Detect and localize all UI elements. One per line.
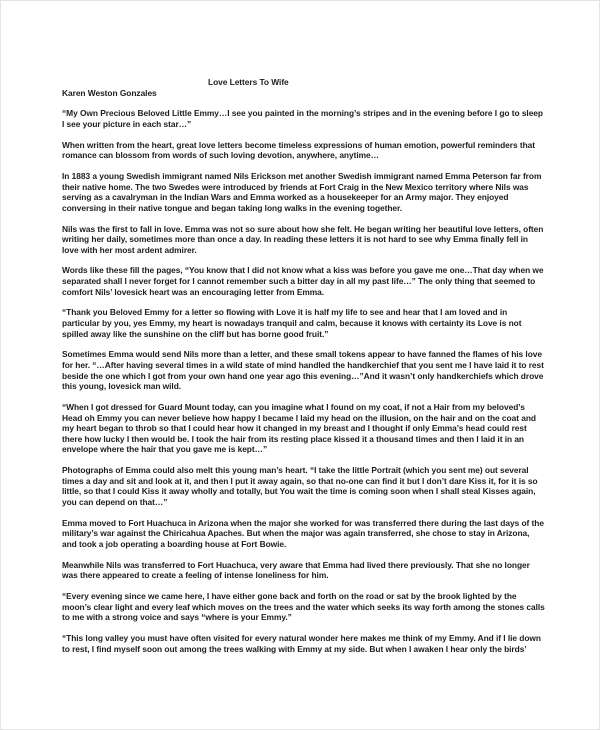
paragraph: [62, 307, 562, 339]
paragraph-line: Nils was the first to fall in love. Emma was not so sure about how she felt. He began writing her beautiful love letters, often: [62, 223, 544, 234]
paragraph-line: little, so that I could Kiss it away wholly and totally, but You wait the time is coming soon when I shall steal Kisses again,: [62, 486, 536, 497]
paragraph: [62, 224, 562, 256]
paragraph-line: to rest, I find myself soon out among the trees walking with Emmy at my side. But when I awaken I hear only the birds’: [62, 643, 527, 654]
paragraph-line: “My Own Precious Beloved Little Emmy…I see you painted in the morning’s stripes and in the evening before I go to sleep: [62, 108, 543, 119]
paragraph-line: “This long valley you must have often visited for every natural wonder here makes me think of my Emmy. And if I lie down: [62, 633, 541, 643]
paragraph-line: conversing in their native tongue and began taking long walks in the evening together.: [62, 202, 403, 213]
paragraph-line: When written from the heart, great love letters become timeless expressions of human emotion, powerful reminders that: [62, 139, 536, 150]
paragraph-line: Head oh Emmy you can never believe how happy I became I laid my head on the illusion, on the hair and on the coat and: [62, 412, 536, 423]
paragraph-line: romance can blossom from words of such loving devotion, anywhere, anytime…: [62, 150, 379, 161]
paragraph-line: particular by you, yes Emmy, my heart is nowadays tranquil and calm, because it knows with certainty its Love is not: [62, 318, 522, 329]
paragraph-line: Meanwhile Nils was transferred to Fort Huachuca, very aware that Emma had lived there previously. That she no longer: [62, 559, 530, 570]
paragraph-line: serving as a cavalryman in the Indian Wars and Emma worked as a housekeeper for an Army major. They enjoyed: [62, 192, 509, 203]
paragraph-list: [62, 108, 562, 654]
paragraph-line: beside the one which I got from your own hand one year ago this evening…”And it wasn’t only handkerchiefs which drove: [62, 370, 544, 381]
paragraph-line: my heart began to throb so that I could hear how it changed in my breast and I thought if only Emma’s head could rest: [62, 423, 527, 434]
paragraph-line: “Every evening since we came here, I have either gone back and forth on the road or sat by the brook lighted by the: [62, 591, 517, 602]
paragraph-line: envelope where the hair that you gave me is kept…”: [62, 444, 268, 455]
paragraph: [62, 140, 562, 161]
paragraph-line: and took a job operating a boarding house at Fort Bowie.: [62, 538, 287, 549]
paragraph-line: their native home. The two Swedes were introduced by friends at Fort Craig in the New Mexico territory where Nils was: [62, 181, 529, 192]
paragraph: [62, 518, 562, 550]
paragraph-line: this young, lovesick man wild.: [62, 381, 182, 392]
paragraph-line: I see your picture in each star…”: [62, 118, 192, 129]
paragraph: [62, 402, 562, 455]
paragraph-line: “Thank you Beloved Emmy for a letter so flowing with Love it is half my life to see and hear that I am loved and in: [62, 307, 508, 318]
paragraph-line: “When I got dressed for Guard Mount today, can you imagine what I found on my coat, if not a Hair from my beloved’s: [62, 401, 525, 412]
paragraph: [62, 108, 562, 129]
paragraph: [62, 171, 562, 213]
paragraph: [62, 265, 562, 297]
paragraph-line: times a day and sit and look at it, and then I put it away again, so that no-one can find it but I don’t dare Kiss it, for it is so: [62, 475, 538, 486]
paragraph: [62, 465, 562, 507]
paragraph-line: writing her daily, sometimes more than once a day. In reading these letters it is not hard to see why Emma finally fell in: [62, 234, 528, 245]
paragraph-line: Words like these fill the pages, “You know that I did not know what a kiss was before you gave me one…That day when we: [62, 265, 544, 276]
paragraph-line: for her. “…After having several times in a wild state of mind handled the handkerchief that you sent me I have laid it to rest: [62, 360, 544, 370]
document-body: [62, 77, 562, 664]
paragraph-line: you can depend on that…”: [62, 496, 168, 507]
paragraph-line: spilled away like the sunshine on the cliff but has borne good fruit.”: [62, 328, 329, 339]
paragraph-line: military’s war against the Chiricahua Apaches. But when the major was again transferred, she chose to stay in Arizona,: [62, 528, 530, 539]
paragraph-line: Sometimes Emma would send Nils more than a letter, and these small tokens appear to have fanned the flames of his love: [62, 349, 542, 360]
paragraph-line: was there appeared to create a feeling of intense loneliness for him.: [62, 570, 329, 581]
document-author: Karen Weston Gonzales: [62, 87, 157, 98]
paragraph: [62, 591, 562, 623]
document-title: Love Letters To Wife: [208, 77, 289, 87]
paragraph-line: to me with a strong voice and says “where is your Emmy.”: [62, 612, 292, 623]
paragraph-line: Emma moved to Fort Huachuca in Arizona when the major she worked for was transferred there during the last days of the: [62, 517, 544, 528]
paragraph: [62, 560, 562, 581]
paragraph-line: Photographs of Emma could also melt this young man’s heart. “I take the little Portrait (which you sent me) out several: [62, 465, 529, 476]
paragraph: [62, 349, 562, 391]
paragraph-line: In 1883 a young Swedish immigrant named Nils Erickson met another Swedish immigrant named Emma Peterson far from: [62, 170, 542, 181]
paragraph-line: there how lucky I then would be. I took the hair from its resting place kissed it a thousand times and then I laid it in an: [62, 433, 524, 444]
paragraph: [62, 633, 562, 654]
paragraph-line: moon’s clear light and every leaf which moves on the trees and the water which seeks its way forth among the stones calls: [62, 601, 545, 612]
paragraph-line: comfort Nils’ lovesick heart was an encouraging letter from Emma.: [62, 286, 325, 297]
paragraph-line: separated shall I never forget for I cannot remember such a bitter day in all my past life…” The only thing that seemed to: [62, 276, 536, 287]
paragraph-line: love with her most ardent admirer.: [62, 244, 197, 255]
